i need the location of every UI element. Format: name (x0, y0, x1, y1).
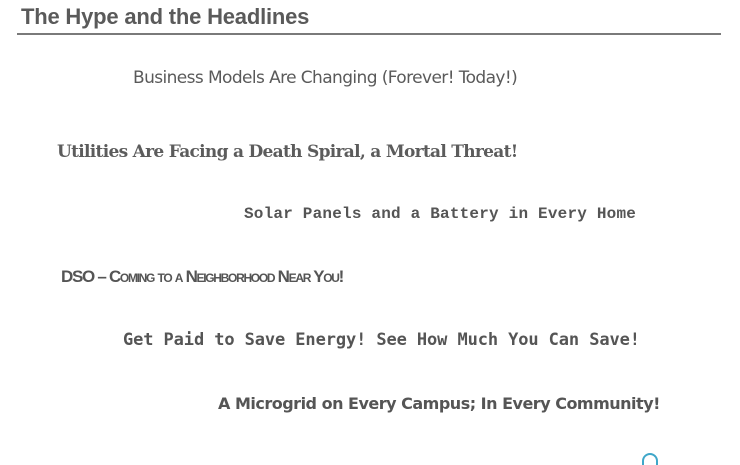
headline-business-models: Business Models Are Changing (Forever! Today!) (133, 68, 518, 88)
slide-title: The Hype and the Headlines (21, 4, 310, 29)
title-divider (17, 33, 721, 35)
corner-logo-icon (642, 453, 658, 465)
headline-get-paid: Get Paid to Save Energy! See How Much You Can Save! (123, 330, 640, 350)
headline-dso: DSO – Coming to a Neighborhood Near You! (61, 267, 343, 286)
headline-death-spiral: Utilities Are Facing a Death Spiral, a Mortal Threat! (57, 142, 518, 162)
headline-microgrid: A Microgrid on Every Campus; In Every Community! (218, 394, 660, 413)
headline-solar-battery: Solar Panels and a Battery in Every Home (244, 205, 637, 223)
